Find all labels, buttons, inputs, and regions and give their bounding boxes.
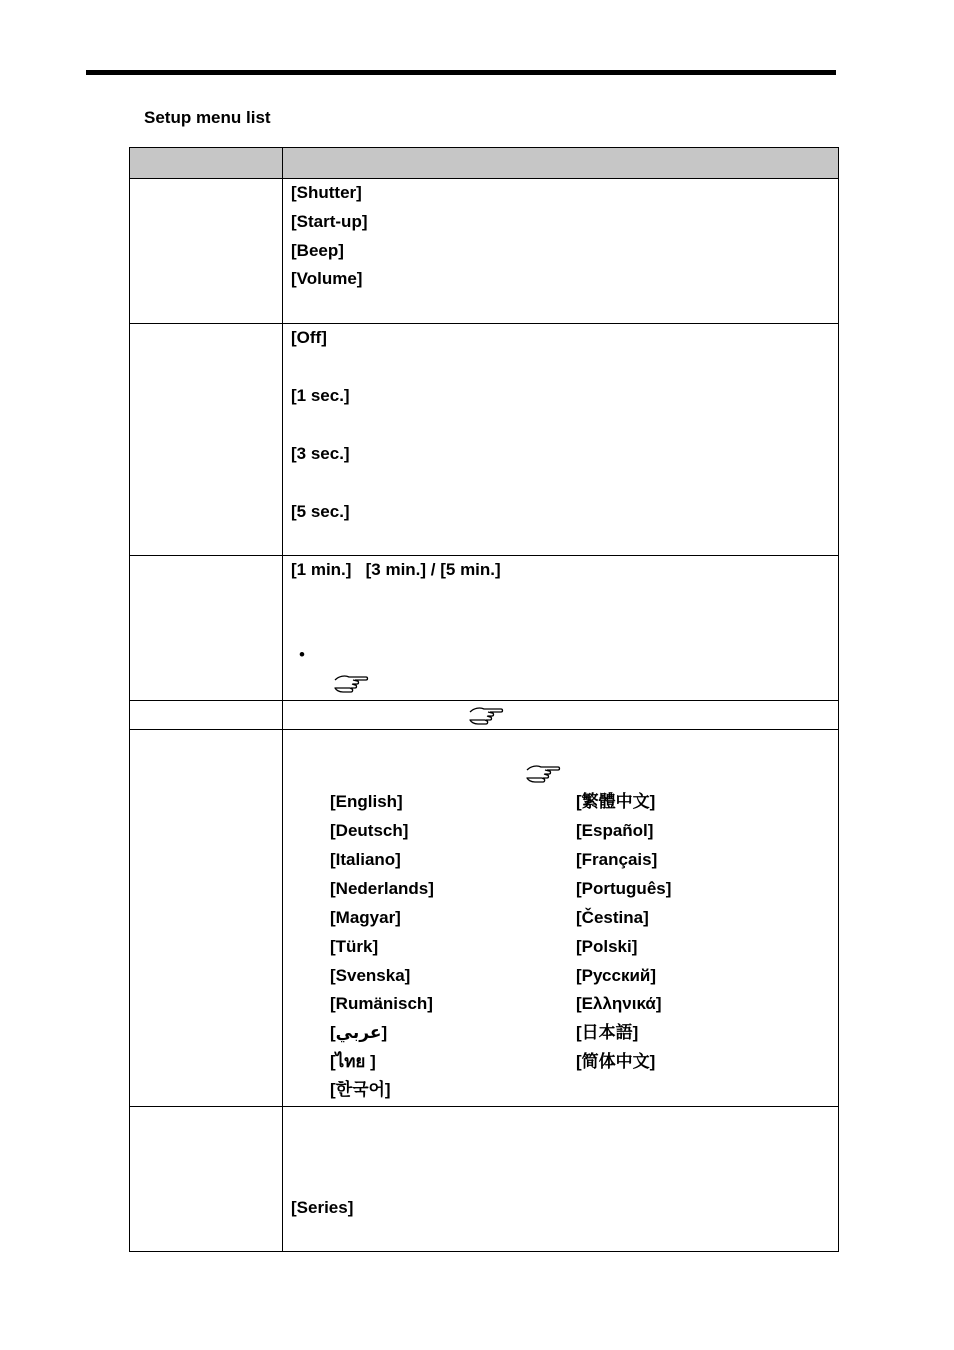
- language-english: [English]: [330, 792, 403, 811]
- pointing-hand-icon: [468, 703, 504, 725]
- option-shutter: [Shutter]: [291, 183, 362, 202]
- language-russian: [Русский]: [576, 966, 657, 985]
- language-turk: [Türk]: [330, 937, 379, 956]
- language-polski: [Polski]: [576, 937, 638, 956]
- setup-menu-table: [129, 147, 839, 1252]
- language-simplified-chinese: [简体中文]: [576, 1052, 656, 1071]
- row-divider: [130, 178, 838, 179]
- language-magyar: [Magyar]: [330, 908, 401, 927]
- language-deutsch: [Deutsch]: [330, 821, 409, 840]
- row-divider: [130, 1106, 838, 1107]
- language-traditional-chinese: [繁體中文]: [576, 792, 656, 811]
- option-off: [Off]: [291, 328, 327, 347]
- language-svenska: [Svenska]: [330, 966, 411, 985]
- language-korean: [한국어]: [330, 1080, 391, 1099]
- option-1-sec: [1 sec.]: [291, 386, 350, 405]
- language-portugues: [Português]: [576, 879, 672, 898]
- table-header-row: [130, 148, 838, 178]
- pointing-hand-icon: [333, 671, 369, 693]
- language-rumanisch: [Rumänisch]: [330, 994, 433, 1013]
- pointing-hand-icon: [525, 761, 561, 783]
- option-volume: [Volume]: [291, 269, 363, 288]
- row-divider: [130, 323, 838, 324]
- language-nederlands: [Nederlands]: [330, 879, 434, 898]
- row-divider: [130, 729, 838, 730]
- option-beep: [Beep]: [291, 241, 344, 260]
- row-divider: [130, 555, 838, 556]
- top-rule: [86, 70, 836, 75]
- section-title: Setup menu list: [144, 108, 271, 127]
- language-francais: [Français]: [576, 850, 658, 869]
- bullet: •: [299, 645, 305, 664]
- option-5-sec: [5 sec.]: [291, 502, 350, 521]
- option-minutes: [1 min.] [3 min.] / [5 min.]: [291, 560, 501, 579]
- option-series: [Series]: [291, 1198, 354, 1217]
- option-3-sec: [3 sec.]: [291, 444, 350, 463]
- language-espanol: [Español]: [576, 821, 654, 840]
- language-arabic: [عربي]: [330, 1023, 388, 1042]
- language-japanese: [日本語]: [576, 1023, 639, 1042]
- option-start-up: [Start-up]: [291, 212, 368, 231]
- language-greek: [Ελληνικά]: [576, 994, 662, 1013]
- row-divider: [130, 700, 838, 701]
- language-cestina: [Čestina]: [576, 908, 649, 927]
- language-italiano: [Italiano]: [330, 850, 401, 869]
- language-thai: [ไทย ]: [330, 1052, 376, 1071]
